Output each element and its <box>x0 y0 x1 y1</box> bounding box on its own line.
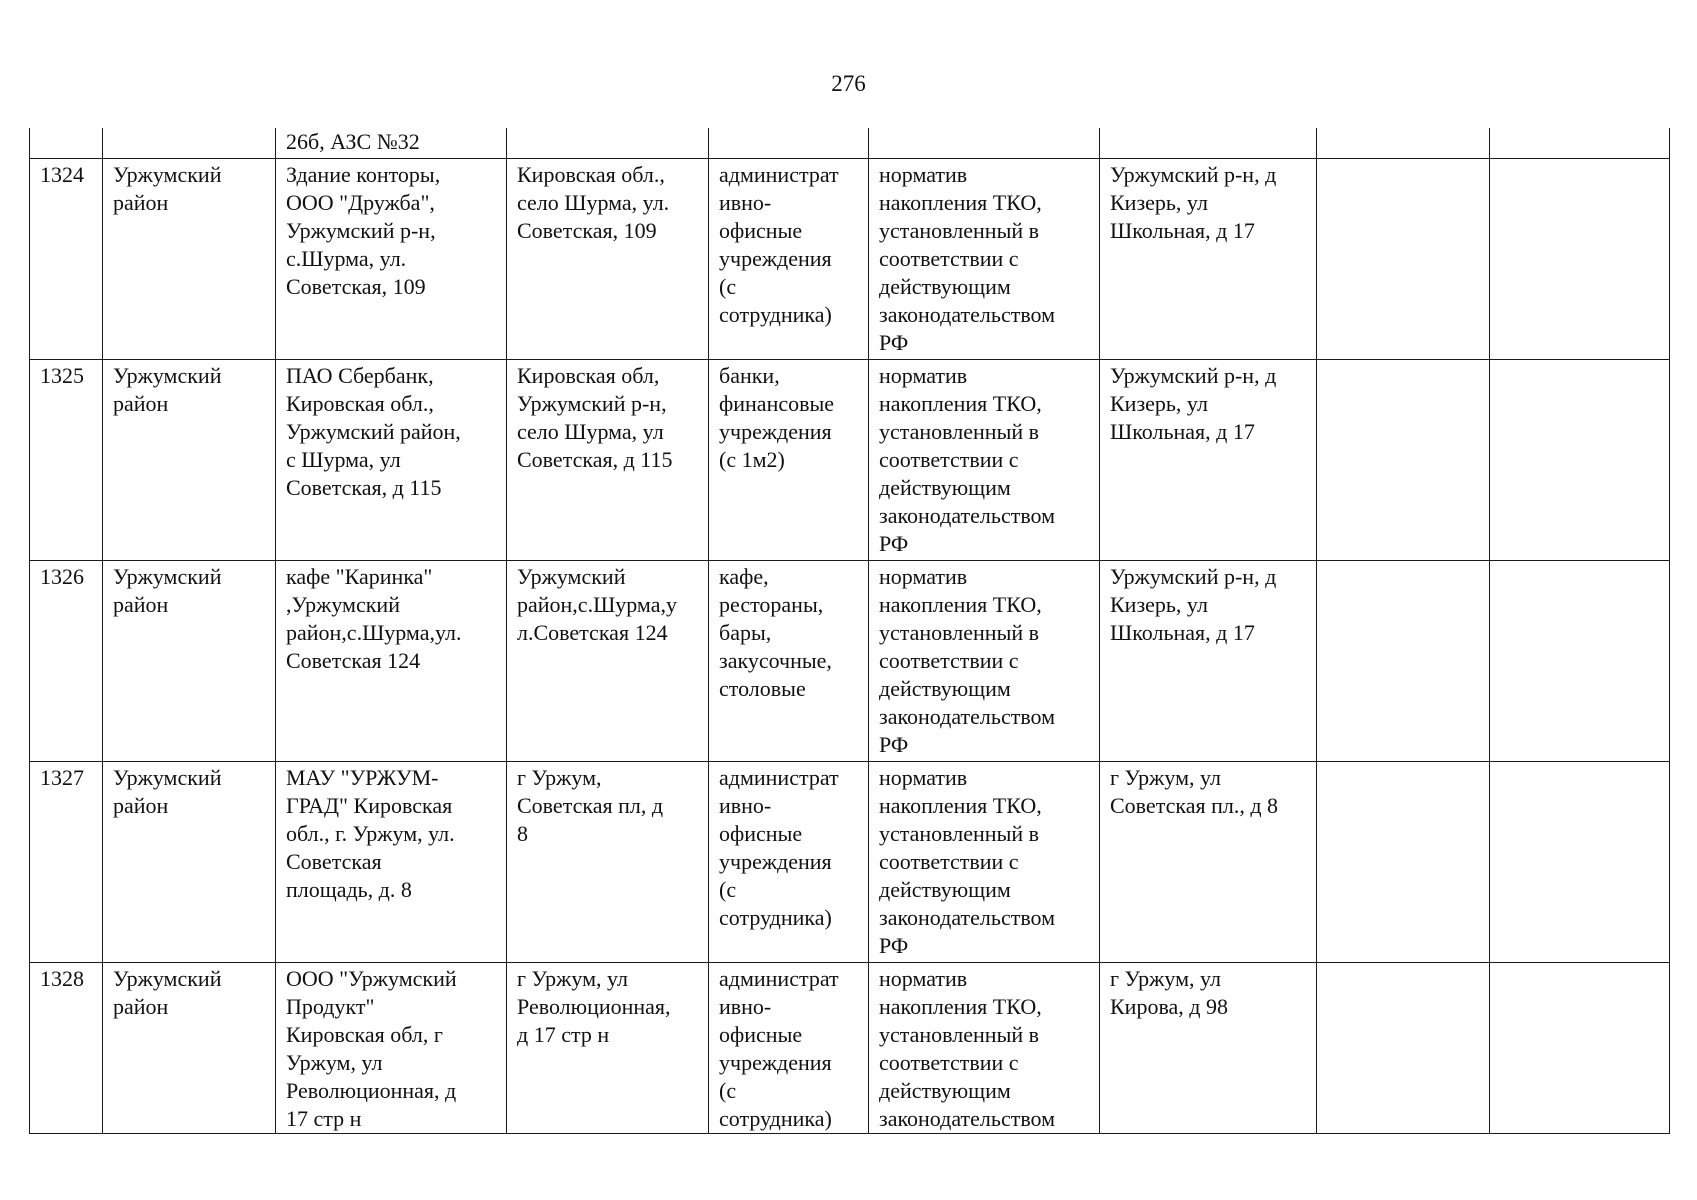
cell-address: г Уржум, Советская пл, д 8 <box>507 762 709 963</box>
cell-col8 <box>1317 963 1490 1134</box>
cell-site: Уржумский р-н, д Кизерь, ул Школьная, д 17 <box>1100 360 1317 561</box>
cell-source: 26б, АЗС №32 <box>276 128 507 159</box>
cell-address <box>507 128 709 159</box>
cell-col8 <box>1317 762 1490 963</box>
table-row-continuation <box>30 128 1670 159</box>
cell-district: Уржумский район <box>103 561 276 762</box>
cell-norm <box>869 128 1100 159</box>
waste-sources-table <box>29 128 1670 1134</box>
cell-district: Уржумский район <box>103 762 276 963</box>
cell-category <box>709 128 869 159</box>
page-number: 276 <box>831 71 866 96</box>
cell-number: 1328 <box>30 963 103 1134</box>
cell-site <box>1100 128 1317 159</box>
cell-number: 1327 <box>30 762 103 963</box>
cell-number: 1324 <box>30 159 103 360</box>
cell-number: 1325 <box>30 360 103 561</box>
cell-district: Уржумский район <box>103 159 276 360</box>
cell-category: администрат ивно- офисные учреждения (с сотрудника) <box>709 159 869 360</box>
cell-category: кафе, рестораны, бары, закусочные, столовые <box>709 561 869 762</box>
cell-number <box>30 128 103 159</box>
cell-source: Здание конторы, ООО "Дружба", Уржумский р-н, с.Шурма, ул. Советская, 109 <box>276 159 507 360</box>
cell-site: г Уржум, ул Советская пл., д 8 <box>1100 762 1317 963</box>
table-row <box>30 561 1670 762</box>
cell-col8 <box>1317 159 1490 360</box>
cell-site: Уржумский р-н, д Кизерь, ул Школьная, д 17 <box>1100 561 1317 762</box>
cell-col8 <box>1317 128 1490 159</box>
cell-col9 <box>1490 128 1670 159</box>
cell-col9 <box>1490 762 1670 963</box>
cell-site: г Уржум, ул Кирова, д 98 <box>1100 963 1317 1134</box>
cell-category: администрат ивно- офисные учреждения (с сотрудника) <box>709 963 869 1134</box>
cell-norm: норматив накопления ТКО, установленный в соответствии с действующим законодательством РФ <box>869 762 1100 963</box>
cell-address: Кировская обл., село Шурма, ул. Советская, 109 <box>507 159 709 360</box>
cell-address: Кировская обл, Уржумский р-н, село Шурма, ул Советская, д 115 <box>507 360 709 561</box>
cell-source: кафе "Каринка" ,Уржумский район,с.Шурма,ул. Советская 124 <box>276 561 507 762</box>
cell-source: ООО "Уржумский Продукт" Кировская обл, г Уржум, ул Революционная, д 17 стр н <box>276 963 507 1134</box>
cell-address: г Уржум, ул Революционная, д 17 стр н <box>507 963 709 1134</box>
cell-col9 <box>1490 159 1670 360</box>
cell-source: МАУ "УРЖУМ- ГРАД" Кировская обл., г. Уржум, ул. Советская площадь, д. 8 <box>276 762 507 963</box>
cell-norm: норматив накопления ТКО, установленный в соответствии с действующим законодательством РФ <box>869 159 1100 360</box>
cell-category: администрат ивно- офисные учреждения (с сотрудника) <box>709 762 869 963</box>
table-row <box>30 360 1670 561</box>
cell-district <box>103 128 276 159</box>
cell-norm: норматив накопления ТКО, установленный в соответствии с действующим законодательством РФ <box>869 360 1100 561</box>
cell-col9 <box>1490 963 1670 1134</box>
cell-site: Уржумский р-н, д Кизерь, ул Школьная, д 17 <box>1100 159 1317 360</box>
cell-category: банки, финансовые учреждения (с 1м2) <box>709 360 869 561</box>
cell-norm: норматив накопления ТКО, установленный в соответствии с действующим законодательством РФ <box>869 561 1100 762</box>
cell-col9 <box>1490 561 1670 762</box>
cell-col9 <box>1490 360 1670 561</box>
cell-district: Уржумский район <box>103 360 276 561</box>
cell-address: Уржумский район,с.Шурма,у л.Советская 124 <box>507 561 709 762</box>
table-row <box>30 963 1670 1134</box>
cell-col8 <box>1317 360 1490 561</box>
cell-col8 <box>1317 561 1490 762</box>
cell-number: 1326 <box>30 561 103 762</box>
cell-district: Уржумский район <box>103 963 276 1134</box>
cell-norm: норматив накопления ТКО, установленный в соответствии с действующим законодательством <box>869 963 1100 1134</box>
cell-source: ПАО Сбербанк, Кировская обл., Уржумский район, с Шурма, ул Советская, д 115 <box>276 360 507 561</box>
table-row <box>30 762 1670 963</box>
table-row <box>30 159 1670 360</box>
